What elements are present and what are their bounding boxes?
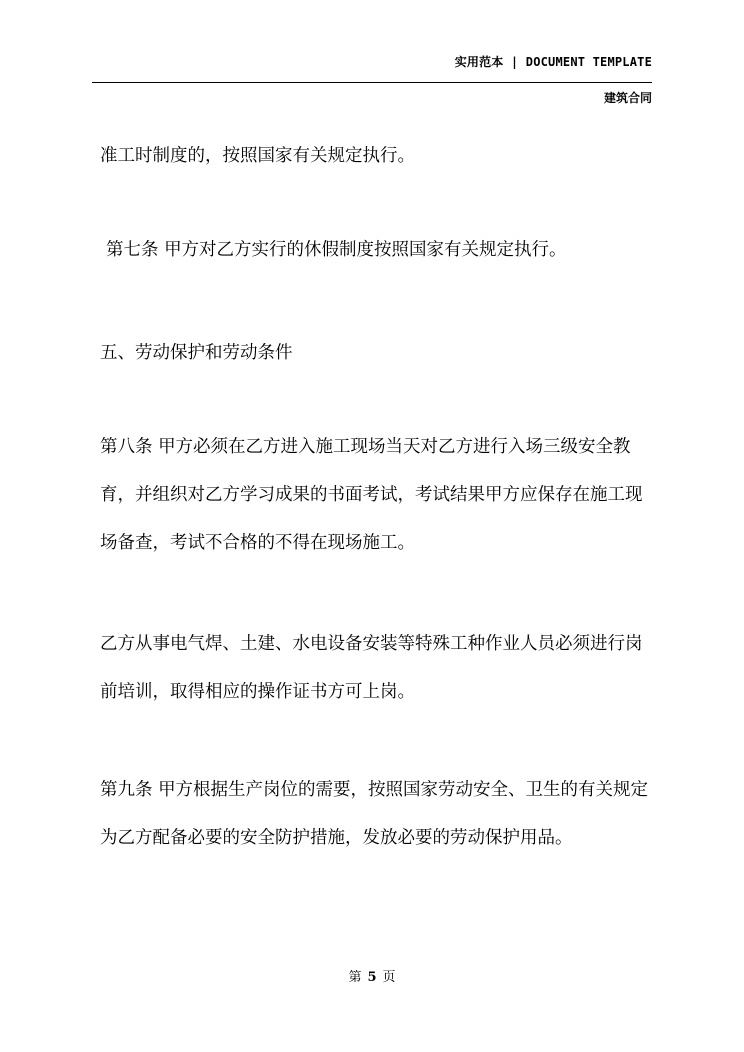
paragraph-special-workers: 乙方从事电气焊、土建、水电设备安装等特殊工种作业人员必须进行岗前培训，取得相应的操作证书方可上岗。 xyxy=(100,634,643,702)
page-footer xyxy=(0,966,744,985)
footer-suffix: 页 xyxy=(382,970,396,985)
paragraph-article-8: 第八条 甲方必须在乙方进入施工现场当天对乙方进行入场三级安全教育，并组织对乙方学习成果的书面考试，考试结果甲方应保存在施工现场备查，考试不合格的不得在现场施工。 xyxy=(100,437,643,553)
paragraph-1: 准工时制度的，按照国家有关规定执行。 xyxy=(100,146,415,166)
footer-prefix: 第 xyxy=(348,970,362,985)
header-divider xyxy=(92,82,652,83)
section-heading-labor-protection: 五、劳动保护和劳动条件 xyxy=(100,343,293,363)
paragraph-article-7: 第七条 甲方对乙方实行的休假制度按照国家有关规定执行。 xyxy=(106,240,567,260)
header-title: 实用范本 | DOCUMENT TEMPLATE xyxy=(454,55,652,69)
page-number: 5 xyxy=(367,970,377,985)
paragraph-article-9: 第九条 甲方根据生产岗位的需要，按照国家劳动安全、卫生的有关规定为乙方配备必要的安全防护措施，发放必要的劳动保护用品。 xyxy=(100,780,649,848)
header-subtitle: 建筑合同 xyxy=(603,91,652,105)
